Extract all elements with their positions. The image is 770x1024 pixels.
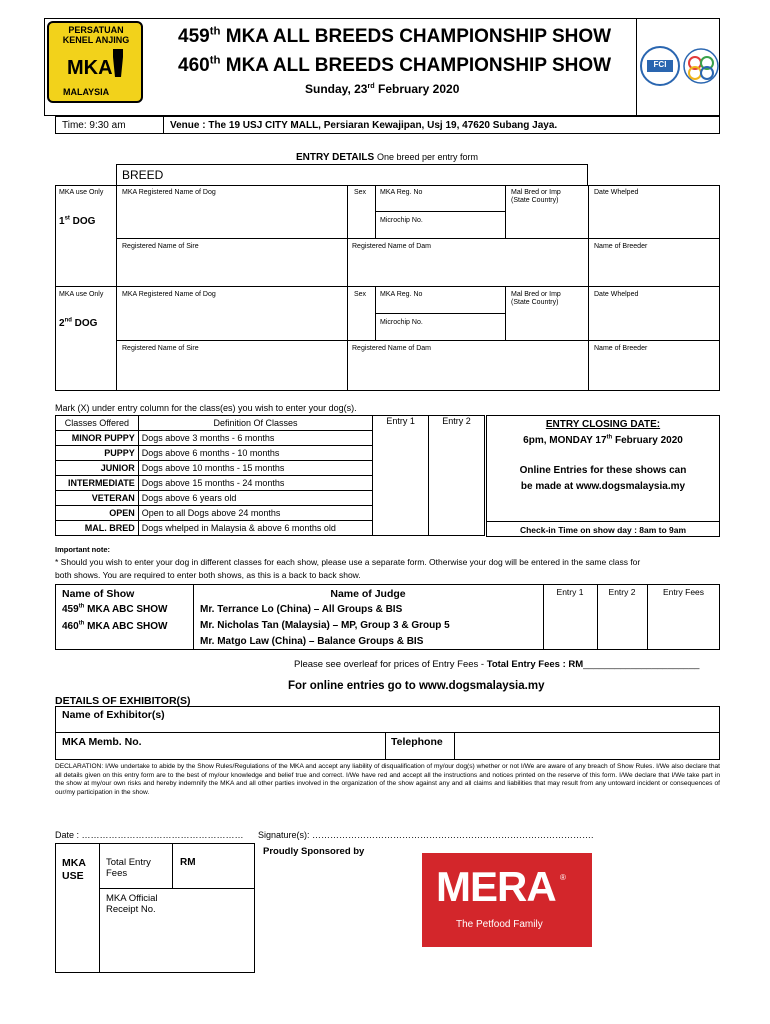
venue: Venue : The 19 USJ CITY MALL, Persiaran Kewajipan, Usj 19, 47620 Subang Jaya. [170,120,558,131]
dog1-block [55,185,720,287]
page-title-2: 460th MKA ALL BREEDS CHAMPIONSHIP SHOW [178,54,612,76]
table-header [56,416,485,431]
show-time: Time: 9:30 am [62,120,126,131]
dog2-mka-use: MKA use Only [59,291,104,298]
dog1-breeder[interactable]: Name of Breeder [594,243,648,250]
dog2-sire[interactable]: Registered Name of Sire [122,345,199,352]
logo-arch-text: PERSATUAN KENEL ANJING [62,25,130,45]
judge3: Mr. Matgo Law (China) – Balance Groups & BIS [200,636,424,647]
table-row: INTERMEDIATE Dogs above 15 months - 24 months [56,476,485,491]
receipt-label: MKA Official Receipt No. [106,893,158,915]
breed-field[interactable] [116,164,588,185]
shows-entry-fees[interactable]: Entry Fees [662,587,705,597]
important-note-title: Important note: [55,545,110,554]
online-line1: Online Entries for these shows can [519,465,687,476]
telephone-label: Telephone [391,736,443,748]
table-row: MINOR PUPPY Dogs above 3 months - 6 months [56,431,485,446]
classes-table [55,415,485,536]
dog2-dam[interactable]: Registered Name of Dam [352,345,431,352]
dog1-microchip[interactable]: Microchip No. [380,217,423,224]
dog1-sex[interactable]: Sex [354,189,367,196]
dog2-breeder[interactable]: Name of Breeder [594,345,648,352]
mka-logo [47,21,143,103]
mera-registered: ® [560,873,566,882]
dog1-mal-bred[interactable]: Mal Bred or Imp (State Country) [511,189,561,204]
dog1-dam[interactable]: Registered Name of Dam [352,243,431,250]
entry-details-heading: ENTRY DETAILS One breed per entry form [296,152,478,163]
signature-line[interactable]: Signature(s): …………………………………………………………………………………. [258,830,594,840]
entry2-column[interactable]: Entry 2 [429,416,485,536]
asian-kennel-logo [682,46,720,86]
table-row: VETERAN Dogs above 6 years old [56,491,485,506]
sponsor-label: Proudly Sponsored by [263,846,365,857]
col-name-of-show: Name of Show [62,588,135,600]
checkin-time: Check-in Time on show day : 8am to 9am [519,525,687,535]
closing-box [486,415,720,537]
mera-tagline: The Petfood Family [456,919,543,930]
breed-label: BREED [122,168,164,182]
judge2: Mr. Nicholas Tan (Malaysia) – MP, Group 3 & Group 5 [200,620,450,631]
rm-label: RM [180,857,196,868]
col-definition: Definition Of Classes [138,416,372,431]
show-date: Sunday, 23rd February 2020 [305,81,460,96]
exhibitor-name-label: Name of Exhibitor(s) [62,709,165,721]
dog1-mka-use: MKA use Only [59,189,104,196]
show1-name: 459th MKA ABC SHOW [62,603,168,615]
dog1-title: 1st DOG [59,215,96,227]
table-row: PUPPY Dogs above 6 months - 10 months [56,446,485,461]
shows-entry1[interactable]: Entry 1 [556,587,584,597]
table-row: OPEN Open to all Dogs above 24 months [56,506,485,521]
page-title-1: 459th MKA ALL BREEDS CHAMPIONSHIP SHOW [178,25,612,47]
table-row: MAL. BRED Dogs whelped in Malaysia & above 6 months old [56,521,485,536]
col-classes: Classes Offered [56,416,139,431]
dog2-microchip[interactable]: Microchip No. [380,319,423,326]
online-entries-link[interactable]: For online entries go to www.dogsmalaysia.my [288,680,545,692]
mera-wordmark: MERA [436,863,556,910]
dog2-mal-bred[interactable]: Mal Bred or Imp (State Country) [511,291,561,306]
note-line1: * Should you wish to enter your dog in different classes for each show, please use a separate form. Otherwise your dog will be entered in the same class for [55,557,641,567]
total-entry-fees-label: Total Entry Fees [106,857,151,879]
mka-use-label: MKA USE [62,857,86,882]
dog1-sire[interactable]: Registered Name of Sire [122,243,199,250]
dog2-sex[interactable]: Sex [354,291,367,298]
classes-instruction: Mark (X) under entry column for the class(es) you wish to enter your dog(s). [55,403,357,413]
closing-date: 6pm, MONDAY 17th February 2020 [523,434,683,446]
exhibitor-heading: DETAILS OF EXHIBITOR(S) [55,695,191,707]
dog1-date-whelped[interactable]: Date Whelped [594,189,639,196]
total-fees-line[interactable]: Please see overleaf for prices of Entry Fees - Total Entry Fees : RM______________________ [294,659,700,670]
fci-label: FCI [647,60,673,72]
dog2-reg-name[interactable]: MKA Registered Name of Dog [122,291,216,298]
dog2-date-whelped[interactable]: Date Whelped [594,291,639,298]
col-name-of-judge: Name of Judge [330,588,406,600]
dog2-title: 2nd DOG [59,317,98,329]
dog1-reg-no[interactable]: MKA Reg. No [380,189,423,196]
dog-silhouette-icon [109,47,127,79]
mera-logo [422,853,592,947]
fci-logo [640,46,680,86]
table-row: JUNIOR Dogs above 10 months - 15 months [56,461,485,476]
online-line2: be made at www.dogsmalaysia.my [520,481,686,492]
memb-no-label: MKA Memb. No. [62,736,142,748]
judge1: Mr. Terrance Lo (China) – All Groups & BIS [200,604,403,615]
logo-mka: MKA [67,57,113,79]
closing-title: ENTRY CLOSING DATE: [545,419,661,430]
logo-malaysia: MALAYSIA [63,87,110,97]
note-line2: both shows. You are required to enter both shows, as this is a back to back show. [55,570,361,580]
declaration: DECLARATION: I/We undertake to abide by the Show Rules/Regulations of the MKA and accept any liability of disqualification of my/our dog(s) whether or not I/We are aware of any breach of Show Rules. I/We also declare that all details given on this entry form are to the best of my/our knowledge and belief true and correct. I/We have red and accept all the instructions and notices printed on the reserve of this form. I/We declare that I/We take part in the show at my/our own risks and hereby indemnify the MKA and all other parties involved in the organization of the show against any and all claims and liabilities that may result from any untoward incident or consequences of our/my participation in the show. [55,763,720,796]
entry1-column[interactable]: Entry 1 [373,416,429,536]
dog1-reg-name[interactable]: MKA Registered Name of Dog [122,189,216,196]
dog2-block [55,287,720,391]
dog2-reg-no[interactable]: MKA Reg. No [380,291,423,298]
date-line[interactable]: Date : ……………………………………………… [55,830,244,840]
shows-entry2[interactable]: Entry 2 [608,587,636,597]
show2-name: 460th MKA ABC SHOW [62,620,168,632]
